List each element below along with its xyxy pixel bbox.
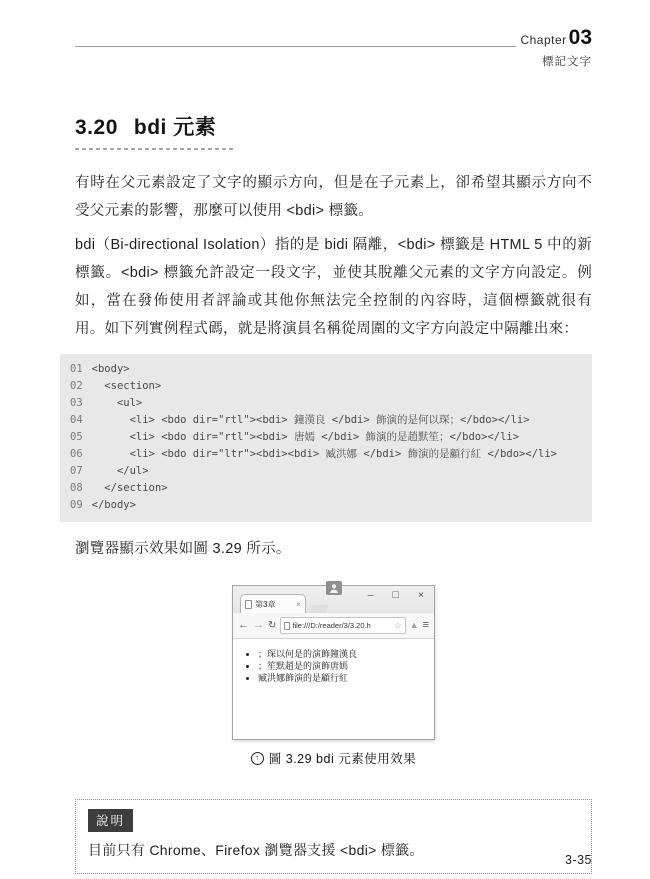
close-icon: ×	[417, 589, 424, 601]
minimize-icon: –	[367, 589, 374, 601]
back-icon: ←	[238, 619, 249, 631]
code-line	[70, 497, 584, 514]
note-box	[75, 799, 592, 874]
url-text: file:///D:/reader/3/3.20.h	[292, 621, 371, 630]
tab-close-icon: ×	[296, 598, 301, 609]
browser-viewport	[233, 639, 434, 739]
code-text: <li> <bdo dir="rtl"><bdi> 唐嫣 </bdi> 飾演的是趙默笙；</bdo></li>	[91, 431, 520, 443]
section-title	[75, 111, 592, 141]
browser-tab	[240, 594, 306, 613]
rendered-list	[247, 648, 428, 684]
code-listing	[60, 354, 592, 522]
page-number: 3-35	[564, 853, 592, 867]
line-number: 05	[70, 431, 83, 443]
section-name: bdi 元素	[133, 116, 217, 139]
maximize-icon: □	[392, 589, 399, 601]
address-bar	[280, 617, 405, 634]
line-number: 02	[70, 380, 83, 392]
paragraph-figure-ref: 瀏覽器顯示效果如圖 3.29 所示。	[75, 541, 291, 557]
extension-icon: ▲	[409, 620, 419, 630]
line-number: 06	[70, 448, 83, 460]
code-text: </section>	[91, 482, 168, 494]
figure-caption	[251, 749, 416, 767]
line-number: 01	[70, 363, 83, 375]
tab-title: 第3章	[255, 599, 276, 609]
code-line	[70, 378, 584, 395]
code-line	[70, 412, 584, 429]
page-header	[75, 26, 592, 69]
reload-icon: ↻	[268, 619, 277, 631]
code-line	[70, 480, 584, 497]
line-number: 08	[70, 482, 83, 494]
code-text: <section>	[91, 380, 162, 392]
code-line	[70, 429, 584, 446]
paragraph-description: bdi（Bi-directional Isolation）指的是 bidi 隔離，<bdi> 標籤是 HTML 5 中的新標籤。<bdi> 標籤允許設定一段文字，並使其脫離父元素的文字方向設定。例如，當在發佈使用者評論或其他你無法完全控制的內容時，這個標籤就很有用。如下列實例程式碼，就是將演員名稱從周圍的文字方向設定中隔離出來：	[75, 237, 592, 337]
figure-marker-icon: ↑	[251, 752, 264, 765]
note-text: 目前只有 Chrome、Firefox 瀏覽器支援 <bdi> 標籤。	[88, 842, 424, 858]
book-page	[0, 26, 650, 879]
line-number: 04	[70, 414, 83, 426]
menu-icon: ≡	[422, 619, 429, 631]
section-number: 3.20	[75, 116, 118, 139]
page-icon	[245, 600, 252, 609]
code-text: </body>	[91, 499, 136, 511]
line-number: 03	[70, 397, 83, 409]
chapter-heading	[516, 26, 592, 50]
list-item: • 臧洪娜飾演的是顧行紅	[258, 672, 428, 684]
code-text: </ul>	[91, 465, 149, 477]
line-number: 07	[70, 465, 83, 477]
code-text: <li> <bdo dir="rtl"><bdi> 鐘漢良 </bdi> 飾演的是何以琛；</bdo></li>	[91, 414, 530, 426]
chapter-label: Chapter	[520, 33, 567, 47]
line-number: 09	[70, 499, 83, 511]
window-controls	[368, 590, 424, 601]
figure-3-29	[75, 581, 592, 767]
list-item: • ；琛以何是的演飾鐘漢良	[258, 648, 428, 660]
section-title-underline	[75, 148, 235, 150]
code-text: <ul>	[91, 397, 143, 409]
header-rule	[75, 46, 516, 47]
note-label: 說明	[88, 809, 133, 832]
code-line	[70, 446, 584, 463]
new-tab-button	[309, 605, 329, 613]
code-line	[70, 361, 584, 378]
code-line	[70, 463, 584, 480]
figure-caption-text: 圖 3.29 bdi 元素使用效果	[268, 752, 417, 766]
forward-icon: →	[253, 619, 264, 631]
chapter-number: 03	[568, 26, 592, 49]
browser-toolbar	[233, 613, 434, 639]
paragraph-intro: 有時在父元素設定了文字的顯示方向，但是在子元素上，卻希望其顯示方向不受父元素的影響，那麼可以使用 <bdi> 標籤。	[75, 175, 592, 219]
code-text: <li> <bdo dir="ltr"><bdi><bdi> 臧洪娜 </bdi> 飾演的是顧行紅 </bdo></li>	[91, 448, 557, 460]
profile-avatar-icon	[326, 581, 342, 595]
code-line	[70, 395, 584, 412]
code-text: <body>	[91, 363, 130, 375]
page-icon	[284, 622, 290, 630]
browser-screenshot	[232, 585, 435, 740]
browser-titlebar	[233, 586, 434, 613]
list-item: • ；笙默趙是的演飾唐嫣	[258, 660, 428, 672]
chapter-title: 標記文字	[542, 56, 592, 68]
bookmark-star-icon: ☆	[394, 620, 402, 630]
